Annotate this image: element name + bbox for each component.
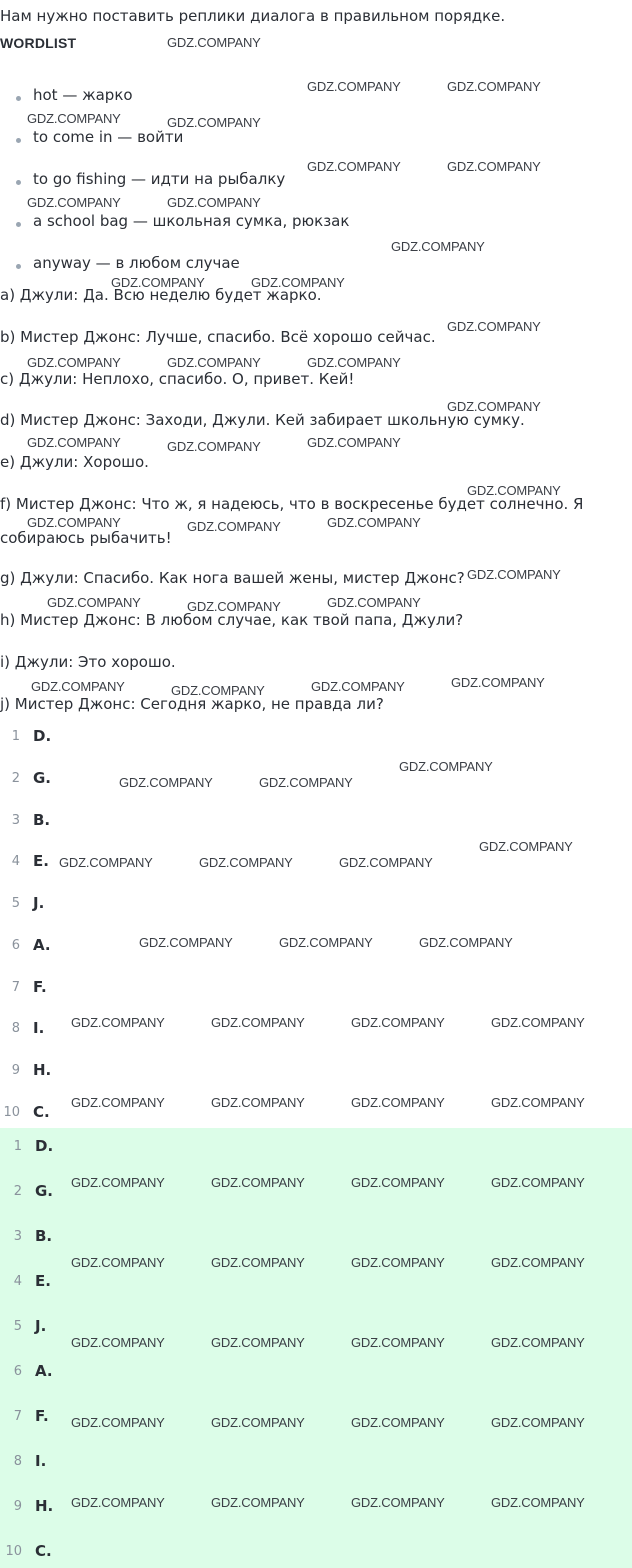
bullet-icon — [16, 264, 21, 269]
answer-number: 9 — [11, 1063, 20, 1078]
wordlist-item: hot — жарко — [33, 86, 133, 104]
answer-value: I. — [35, 1452, 47, 1470]
watermark: GDZ.COMPANY — [27, 111, 121, 126]
answer-number: 3 — [13, 1229, 22, 1244]
answer-value: C. — [33, 1103, 50, 1121]
watermark: GDZ.COMPANY — [327, 595, 421, 610]
watermark: GDZ.COMPANY — [307, 79, 401, 94]
watermark: GDZ.COMPANY — [491, 1015, 585, 1030]
watermark: GDZ.COMPANY — [467, 567, 561, 582]
watermark: GDZ.COMPANY — [307, 159, 401, 174]
watermark: GDZ.COMPANY — [211, 1015, 305, 1030]
answer-number: 1 — [13, 1139, 22, 1154]
watermark: GDZ.COMPANY — [491, 1095, 585, 1110]
answer-number: 8 — [11, 1021, 20, 1036]
watermark: GDZ.COMPANY — [491, 1415, 585, 1430]
answer-number: 2 — [11, 771, 20, 786]
answer-value: F. — [33, 978, 47, 996]
answer-number: 6 — [13, 1364, 22, 1379]
watermark: GDZ.COMPANY — [167, 439, 261, 454]
watermark: GDZ.COMPANY — [27, 435, 121, 450]
answer-number: 7 — [13, 1409, 22, 1424]
watermark: GDZ.COMPANY — [451, 675, 545, 690]
dialogue-line: собираюсь рыбачить! — [0, 529, 172, 547]
answer-value: E. — [35, 1272, 51, 1290]
watermark: GDZ.COMPANY — [119, 775, 213, 790]
watermark: GDZ.COMPANY — [27, 195, 121, 210]
watermark: GDZ.COMPANY — [211, 1495, 305, 1510]
watermark: GDZ.COMPANY — [27, 355, 121, 370]
watermark: GDZ.COMPANY — [467, 483, 561, 498]
watermark: GDZ.COMPANY — [71, 1495, 165, 1510]
watermark: GDZ.COMPANY — [59, 855, 153, 870]
watermark: GDZ.COMPANY — [71, 1175, 165, 1190]
answer-value: H. — [33, 1061, 52, 1079]
watermark: GDZ.COMPANY — [27, 515, 121, 530]
watermark: GDZ.COMPANY — [351, 1095, 445, 1110]
watermark: GDZ.COMPANY — [167, 115, 261, 130]
answer-value: J. — [35, 1317, 47, 1335]
watermark: GDZ.COMPANY — [419, 935, 513, 950]
answer-number: 5 — [11, 896, 20, 911]
dialogue-line: e) Джули: Хорошо. — [0, 453, 149, 471]
watermark: GDZ.COMPANY — [491, 1495, 585, 1510]
watermark: GDZ.COMPANY — [31, 679, 125, 694]
watermark: GDZ.COMPANY — [307, 355, 401, 370]
answer-number: 2 — [13, 1184, 22, 1199]
answer-value: E. — [33, 852, 49, 870]
answer-value: H. — [35, 1497, 54, 1515]
watermark: GDZ.COMPANY — [187, 599, 281, 614]
watermark: GDZ.COMPANY — [167, 35, 261, 50]
bullet-icon — [16, 222, 21, 227]
watermark: GDZ.COMPANY — [307, 435, 401, 450]
bullet-icon — [16, 96, 21, 101]
watermark: GDZ.COMPANY — [491, 1175, 585, 1190]
watermark: GDZ.COMPANY — [447, 319, 541, 334]
answer-value: D. — [35, 1137, 54, 1155]
wordlist-item: to come in — войти — [33, 128, 184, 146]
watermark: GDZ.COMPANY — [391, 239, 485, 254]
answer-number: 1 — [11, 729, 20, 744]
watermark: GDZ.COMPANY — [171, 683, 265, 698]
watermark: GDZ.COMPANY — [71, 1095, 165, 1110]
watermark: GDZ.COMPANY — [211, 1415, 305, 1430]
watermark: GDZ.COMPANY — [71, 1015, 165, 1030]
dialogue-line: f) Мистер Джонс: Что ж, я надеюсь, что в воскресенье будет солнечно. Я — [0, 495, 584, 513]
watermark: GDZ.COMPANY — [47, 595, 141, 610]
watermark: GDZ.COMPANY — [447, 79, 541, 94]
answer-number: 4 — [13, 1274, 22, 1289]
answer-value: A. — [35, 1362, 53, 1380]
answer-number: 4 — [11, 854, 20, 869]
watermark: GDZ.COMPANY — [351, 1335, 445, 1350]
answer-number: 5 — [13, 1319, 22, 1334]
answer-value: D. — [33, 727, 52, 745]
watermark: GDZ.COMPANY — [111, 275, 205, 290]
bullet-icon — [16, 180, 21, 185]
watermark: GDZ.COMPANY — [399, 759, 493, 774]
wordlist-item: anyway — в любом случае — [33, 254, 240, 272]
answer-value: C. — [35, 1542, 52, 1560]
watermark: GDZ.COMPANY — [339, 855, 433, 870]
answer-value: A. — [33, 936, 51, 954]
watermark: GDZ.COMPANY — [327, 515, 421, 530]
watermark: GDZ.COMPANY — [351, 1415, 445, 1430]
watermark: GDZ.COMPANY — [139, 935, 233, 950]
task-title: Нам нужно поставить реплики диалога в правильном порядке. — [0, 7, 506, 25]
dialogue-line: b) Мистер Джонс: Лучше, спасибо. Всё хорошо сейчас. — [0, 328, 436, 346]
answer-value: I. — [33, 1019, 45, 1037]
watermark: GDZ.COMPANY — [259, 775, 353, 790]
answer-value: G. — [33, 769, 52, 787]
watermark: GDZ.COMPANY — [351, 1255, 445, 1270]
answer-number: 8 — [13, 1454, 22, 1469]
watermark: GDZ.COMPANY — [211, 1095, 305, 1110]
watermark: GDZ.COMPANY — [351, 1175, 445, 1190]
answer-value: B. — [33, 811, 51, 829]
watermark: GDZ.COMPANY — [279, 935, 373, 950]
dialogue-line: h) Мистер Джонс: В любом случае, как твой папа, Джули? — [0, 611, 464, 629]
answer-value: G. — [35, 1182, 54, 1200]
watermark: GDZ.COMPANY — [71, 1335, 165, 1350]
watermark: GDZ.COMPANY — [211, 1175, 305, 1190]
wordlist-item: a school bag — школьная сумка, рюкзак — [33, 212, 350, 230]
dialogue-line: j) Мистер Джонс: Сегодня жарко, не правда ли? — [0, 695, 384, 713]
wordlist-heading: WORDLIST — [0, 35, 77, 51]
watermark: GDZ.COMPANY — [187, 519, 281, 534]
watermark: GDZ.COMPANY — [211, 1255, 305, 1270]
watermark: GDZ.COMPANY — [211, 1335, 305, 1350]
dialogue-line: c) Джули: Неплохо, спасибо. О, привет. Кей! — [0, 370, 355, 388]
watermark: GDZ.COMPANY — [351, 1495, 445, 1510]
watermark: GDZ.COMPANY — [491, 1255, 585, 1270]
dialogue-line: a) Джули: Да. Всю неделю будет жарко. — [0, 286, 322, 304]
dialogue-line: d) Мистер Джонс: Заходи, Джули. Кей забирает школьную сумку. — [0, 411, 525, 429]
watermark: GDZ.COMPANY — [479, 839, 573, 854]
answer-value: J. — [33, 894, 45, 912]
bullet-icon — [16, 138, 21, 143]
answer-number: 10 — [5, 1544, 22, 1559]
watermark: GDZ.COMPANY — [351, 1015, 445, 1030]
watermark: GDZ.COMPANY — [71, 1255, 165, 1270]
watermark: GDZ.COMPANY — [167, 195, 261, 210]
watermark: GDZ.COMPANY — [199, 855, 293, 870]
watermark: GDZ.COMPANY — [447, 159, 541, 174]
wordlist-item: to go fishing — идти на рыбалку — [33, 170, 286, 188]
watermark: GDZ.COMPANY — [447, 399, 541, 414]
dialogue-line: g) Джули: Спасибо. Как нога вашей жены, мистер Джонс? — [0, 569, 465, 587]
answer-number: 7 — [11, 980, 20, 995]
watermark: GDZ.COMPANY — [167, 355, 261, 370]
dialogue-line: i) Джули: Это хорошо. — [0, 653, 176, 671]
answer-number: 3 — [11, 813, 20, 828]
answer-value: B. — [35, 1227, 53, 1245]
answer-number: 9 — [13, 1499, 22, 1514]
watermark: GDZ.COMPANY — [491, 1335, 585, 1350]
answer-number: 6 — [11, 938, 20, 953]
watermark: GDZ.COMPANY — [251, 275, 345, 290]
answer-number: 10 — [3, 1105, 20, 1120]
watermark: GDZ.COMPANY — [311, 679, 405, 694]
watermark: GDZ.COMPANY — [71, 1415, 165, 1430]
answer-value: F. — [35, 1407, 49, 1425]
